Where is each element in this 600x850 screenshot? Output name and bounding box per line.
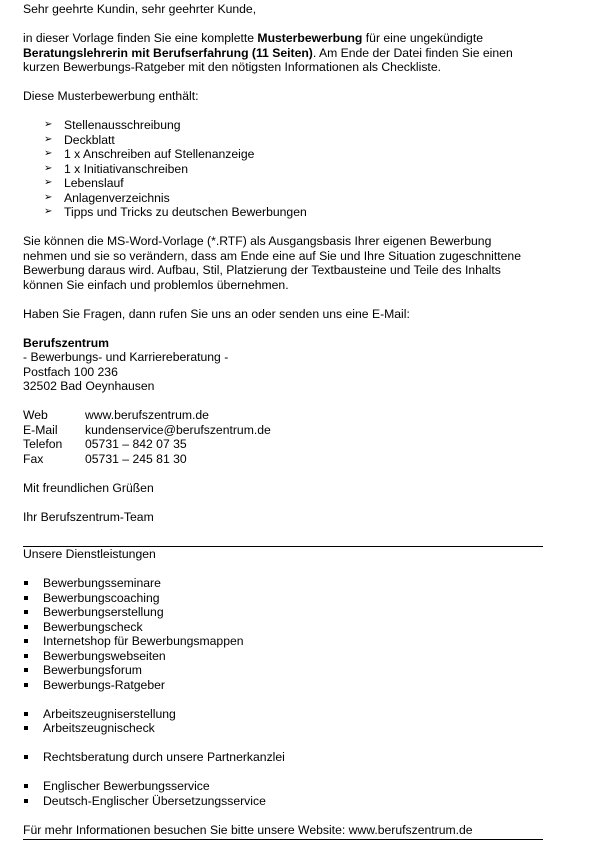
contact-row <box>23 408 543 423</box>
contact-value: 05731 – 842 07 35 <box>85 437 187 451</box>
contact-label: E-Mail <box>23 422 58 437</box>
intro-text: . Am Ende der Datei finden Sie einen <box>312 45 513 60</box>
square-bullet-icon <box>24 712 28 716</box>
contents-item <box>23 176 543 191</box>
intro-line-2 <box>23 46 543 61</box>
contact-value: kundenservice@berufszentrum.de <box>85 422 271 437</box>
services-list-2 <box>23 707 543 736</box>
usage-line: Sie können die MS-Word-Vorlage (*.RTF) als Ausgangsbasis Ihrer eigenen Bewerbung <box>23 234 492 248</box>
square-bullet-icon <box>24 610 28 614</box>
arrow-bullet-icon: ➢ <box>44 191 53 203</box>
intro-text: für eine ungekündigte <box>362 31 484 45</box>
service-item-label: Internetshop für Bewerbungsmappen <box>43 634 244 648</box>
contents-item <box>23 147 543 162</box>
arrow-bullet-icon: ➢ <box>44 119 53 130</box>
closing: Mit freundlichen Grüßen <box>23 480 154 495</box>
service-item <box>23 605 543 620</box>
service-item-label: Bewerbungswebseiten <box>43 648 166 663</box>
intro-text: in dieser Vorlage finden Sie eine komplette <box>23 31 258 45</box>
service-item <box>23 750 543 765</box>
service-item-label: Bewerbungserstellung <box>43 605 164 619</box>
service-item-label: Bewerbungscoaching <box>43 590 160 605</box>
arrow-bullet-icon: ➢ <box>44 177 53 188</box>
services-list-4 <box>23 779 543 808</box>
service-item <box>23 678 543 693</box>
contents-item <box>23 191 543 206</box>
square-bullet-icon <box>24 581 28 585</box>
service-item-label: Rechtsberatung durch unsere Partnerkanzlei <box>43 750 285 764</box>
square-bullet-icon <box>24 726 28 730</box>
contact-row <box>23 423 543 438</box>
services-list-1 <box>23 576 543 692</box>
intro-bold-musterbewerbung: Musterbewerbung <box>257 31 363 45</box>
letter-page <box>23 2 543 840</box>
square-bullet-icon <box>24 799 28 803</box>
services-list-3 <box>23 750 543 765</box>
footer-divider <box>23 839 543 840</box>
usage-line: können Sie einfach und problemlos übernehmen. <box>23 277 289 292</box>
square-bullet-icon <box>24 668 28 672</box>
square-bullet-icon <box>24 683 28 687</box>
service-item <box>23 794 543 809</box>
contact-label: Web <box>23 408 48 422</box>
contents-item <box>23 205 543 220</box>
service-item <box>23 721 543 736</box>
usage-line: nehmen und sie so verändern, dass am Ende eine auf Sie und Ihre Situation zugeschnittene <box>23 248 521 263</box>
company-name-text: Berufszentrum <box>23 335 110 350</box>
contact-value: www.berufszentrum.de <box>85 408 209 422</box>
signature: Ihr Berufszentrum-Team <box>23 509 154 524</box>
contact-label: Telefon <box>23 437 63 451</box>
contact-label: Fax <box>23 451 44 466</box>
arrow-bullet-icon: ➢ <box>44 133 53 145</box>
intro-line-1 <box>23 31 543 46</box>
service-item <box>23 663 543 678</box>
service-item-label: Bewerbungscheck <box>43 619 143 634</box>
contents-list <box>23 118 543 220</box>
service-item <box>23 649 543 664</box>
usage-paragraph <box>23 234 543 292</box>
service-item <box>23 779 543 794</box>
intro-line-3: kurzen Bewerbungs-Ratgeber mit den nötigsten Informationen als Checkliste. <box>23 60 441 74</box>
contents-item <box>23 118 543 133</box>
contents-item-label: 1 x Initiativanschreiben <box>64 161 188 176</box>
contact-row <box>23 437 543 452</box>
company-name <box>23 336 543 351</box>
service-item <box>23 707 543 722</box>
contact-block <box>23 408 543 466</box>
service-item-label: Bewerbungsforum <box>43 663 142 677</box>
service-item <box>23 620 543 635</box>
contents-item <box>23 133 543 148</box>
service-item-label: Bewerbungs-Ratgeber <box>43 677 165 692</box>
arrow-bullet-icon: ➢ <box>44 148 53 159</box>
service-item <box>23 591 543 606</box>
contents-item-label: Anlagenverzeichnis <box>64 190 170 205</box>
contents-item-label: 1 x Anschreiben auf Stellenanzeige <box>64 147 255 161</box>
contents-item-label: Tipps und Tricks zu deutschen Bewerbungen <box>64 205 307 219</box>
service-item-label: Deutsch-Englischer Übersetzungsservice <box>43 793 266 808</box>
square-bullet-icon <box>24 625 28 629</box>
services-heading: Unsere Dienstleistungen <box>23 547 156 561</box>
contents-item-label: Stellenausschreibung <box>64 118 181 132</box>
square-bullet-icon <box>24 639 28 643</box>
company-tagline: - Bewerbungs- und Karriereberatung - <box>23 350 229 364</box>
usage-line: Bewerbung daraus wird. Aufbau, Stil, Platzierung der Textbausteine und Teile des Inhalts <box>23 263 501 277</box>
square-bullet-icon <box>24 784 28 788</box>
service-item <box>23 634 543 649</box>
contents-heading: Diese Musterbewerbung enthält: <box>23 89 199 103</box>
contents-item <box>23 162 543 177</box>
service-item-label: Arbeitszeugniserstellung <box>43 706 176 721</box>
square-bullet-icon <box>24 755 28 759</box>
salutation: Sehr geehrte Kundin, sehr geehrter Kunde, <box>23 2 257 16</box>
arrow-bullet-icon: ➢ <box>44 206 53 217</box>
contents-item-label: Deckblatt <box>64 132 115 147</box>
contact-row <box>23 452 543 467</box>
contact-value: 05731 – 245 81 30 <box>85 451 187 466</box>
service-item-label: Bewerbungsseminare <box>43 576 161 590</box>
service-item-label: Arbeitszeugnischeck <box>43 721 155 735</box>
postbox: Postfach 100 236 <box>23 364 118 379</box>
footer-text: Für mehr Informationen besuchen Sie bitte unsere Website: www.berufszentrum.de <box>23 822 473 837</box>
service-item-label: Englischer Bewerbungsservice <box>43 779 210 793</box>
square-bullet-icon <box>24 596 28 600</box>
square-bullet-icon <box>24 654 28 658</box>
questions-line: Haben Sie Fragen, dann rufen Sie uns an oder senden uns eine E-Mail: <box>23 306 410 321</box>
service-item <box>23 576 543 591</box>
arrow-bullet-icon: ➢ <box>44 162 53 174</box>
intro-bold-position: Beratungslehrerin mit Berufserfahrung (11 Seiten) <box>23 45 313 60</box>
city: 32502 Bad Oeynhausen <box>23 379 155 393</box>
contents-item-label: Lebenslauf <box>64 176 124 190</box>
